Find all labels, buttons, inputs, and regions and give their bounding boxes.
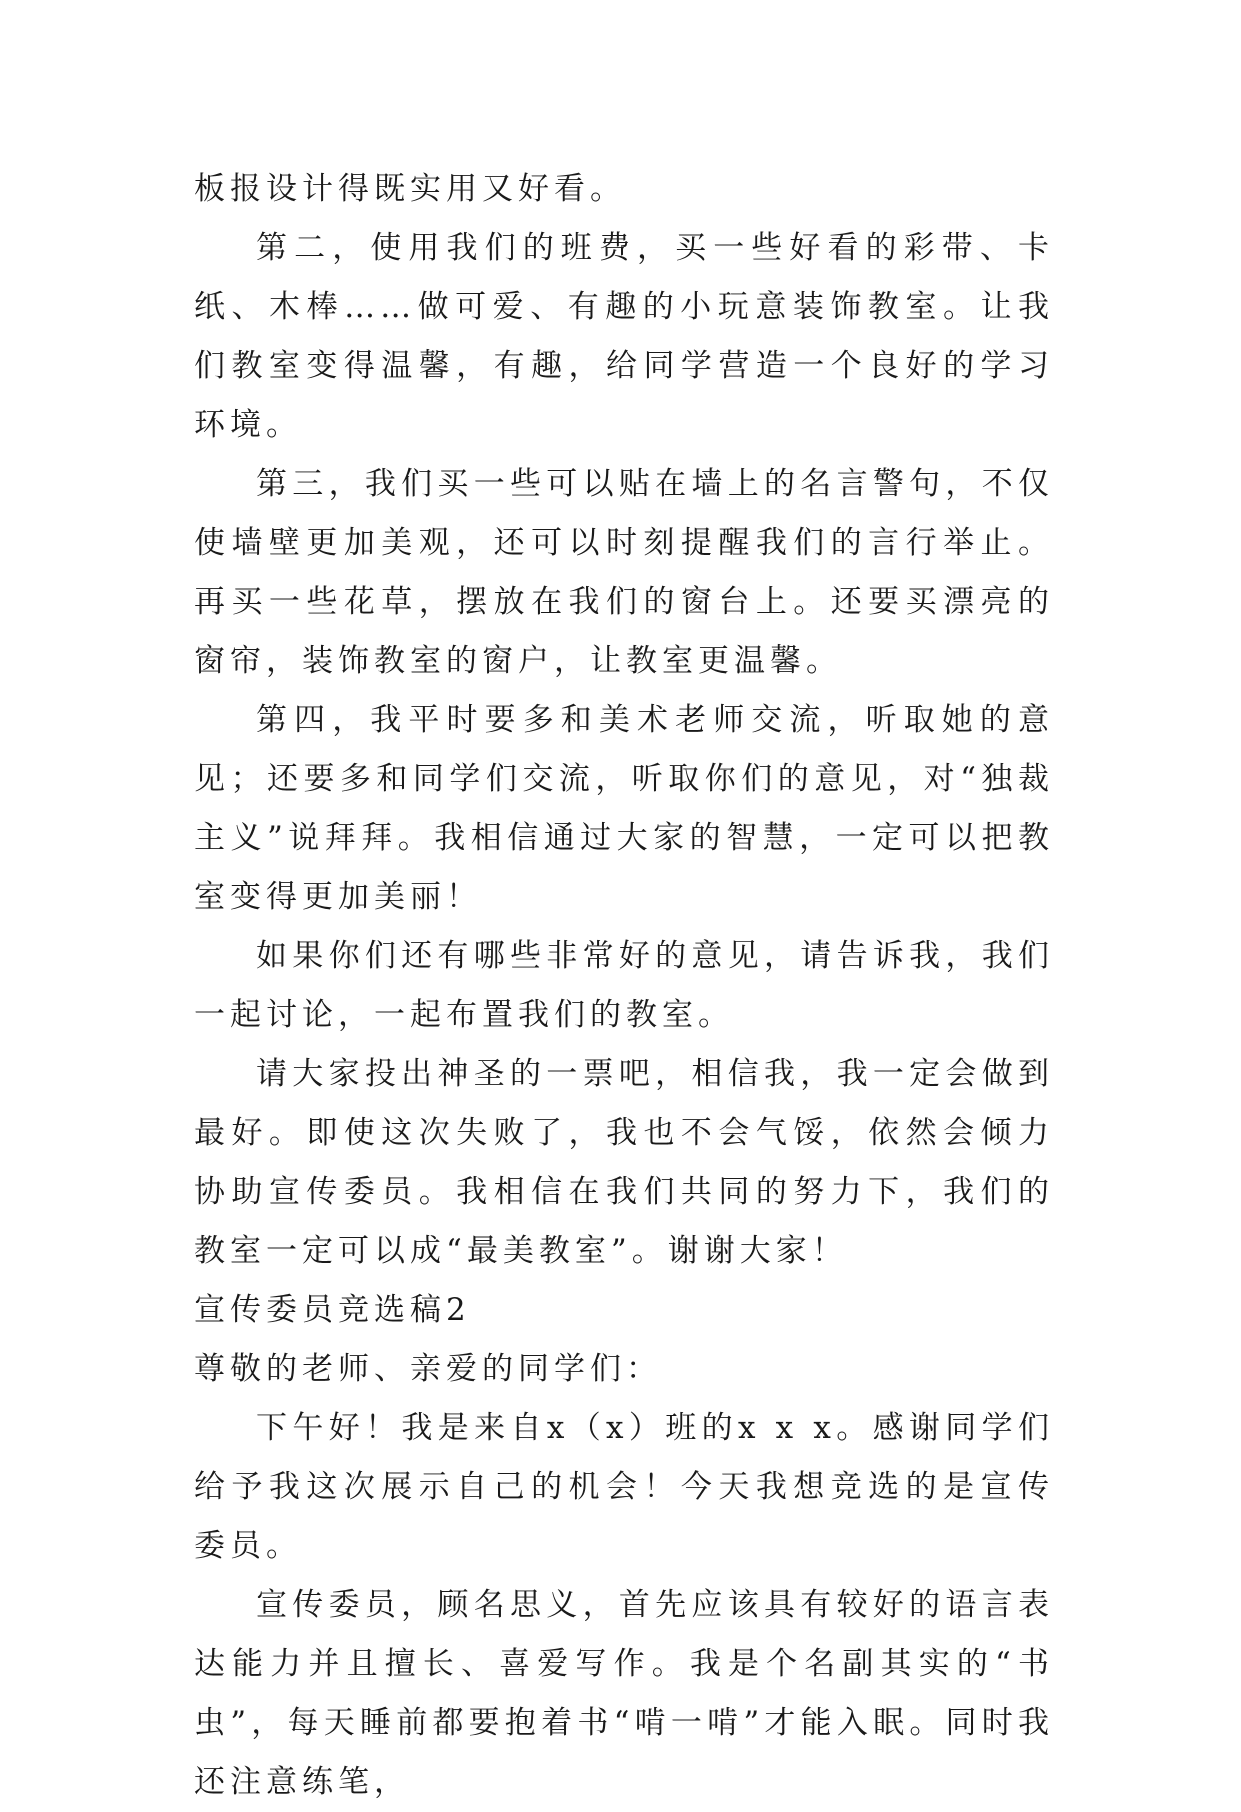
paragraph-1: 板报设计得既实用又好看。 bbox=[194, 171, 626, 207]
paragraph-3: 第三，我们买一些可以贴在墙上的名言警句，不仅使墙壁更加美观，还可以时刻提醒我们的言行举止。再买一些花草，摆放在我们的窗台上。还要买漂亮的窗帘，装饰教室的窗户，让教室更温馨。 bbox=[194, 466, 1054, 679]
paragraph-8: 宣传委员，顾名思义，首先应该具有较好的语言表达能力并且擅长、喜爱写作。我是个名副其实的“书虫”，每天睡前都要抱着书“啃一啃”才能入眠。同时我还注意练笔， bbox=[194, 1587, 1054, 1800]
paragraph-5: 如果你们还有哪些非常好的意见，请告诉我，我们一起讨论，一起布置我们的教室。 bbox=[194, 938, 1054, 1033]
salutation: 尊敬的老师、亲爱的同学们： bbox=[194, 1351, 662, 1387]
paragraph-4: 第四，我平时要多和美术老师交流，听取她的意见；还要多和同学们交流，听取你们的意见，对“独裁主义”说拜拜。我相信通过大家的智慧，一定可以把教室变得更加美丽！ bbox=[194, 702, 1054, 915]
section-heading: 宣传委员竞选稿2 bbox=[194, 1292, 471, 1328]
paragraph-7: 下午好！我是来自x（x）班的x x x。感谢同学们给予我这次展示自己的机会！今天我想竞选的是宣传委员。 bbox=[194, 1410, 1054, 1564]
paragraph-6: 请大家投出神圣的一票吧，相信我，我一定会做到最好。即使这次失败了，我也不会气馁，依然会倾力协助宣传委员。我相信在我们共同的努力下，我们的教室一定可以成“最美教室”。谢谢大家！ bbox=[194, 1056, 1054, 1269]
document-body bbox=[194, 160, 1054, 1812]
paragraph-2: 第二，使用我们的班费，买一些好看的彩带、卡纸、木棒……做可爱、有趣的小玩意装饰教室。让我们教室变得温馨，有趣，给同学营造一个良好的学习环境。 bbox=[194, 230, 1054, 443]
